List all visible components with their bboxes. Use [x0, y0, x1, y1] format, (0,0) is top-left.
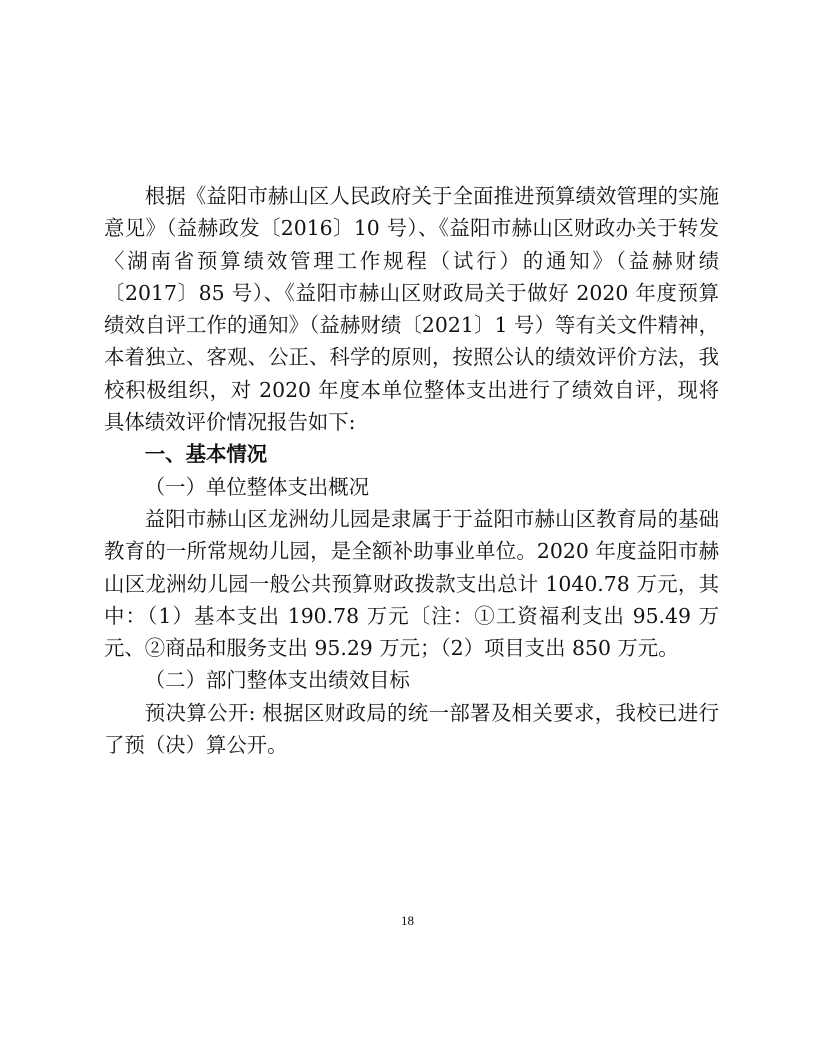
intro-paragraph: 根据《益阳市赫山区人民政府关于全面推进预算绩效管理的实施意见》（益赫政发〔2016〕10 号）、《益阳市赫山区财政办关于转发〈湖南省预算绩效管理工作规程（试行）的通知》（益赫财绩〔2017〕85 号）、《益阳市赫山区财政局关于做好 2020 年度预算绩效自评工作的通知》（益赫财绩〔2021〕1 号）等有关文件精神，本着独立、客观、公正、科学的原则，按照公认的绩效评价方法，我校积极组织，对 2020 年度本单位整体支出进行了绩效自评，现将具体绩效评价情况报告如下: — [104, 184, 719, 435]
document-body — [104, 180, 719, 761]
goals-paragraph: 预决算公开: 根据区财政局的统一部署及相关要求，我校已进行了预（决）算公开。 — [104, 700, 719, 758]
overview-paragraph: 益阳市赫山区龙洲幼儿园是隶属于于益阳市赫山区教育局的基础教育的一所常规幼儿园，是全额补助事业单位。2020 年度益阳市赫山区龙洲幼儿园一般公共预算财政拨款支出总计 1040.78 万元，其中：（1）基本支出 190.78 万元〔注：①工资福利支出 95.49 万元、②商品和服务支出 95.29 万元；（2）项目支出 850 万元。 — [104, 506, 719, 661]
page-number: 18 — [401, 913, 414, 928]
subsection-heading-overview: （一）单位整体支出概况 — [144, 474, 370, 499]
subsection-heading-goals: （二）部门整体支出绩效目标 — [144, 668, 410, 693]
section-heading-basic-info: 一、基本情况 — [144, 442, 268, 467]
